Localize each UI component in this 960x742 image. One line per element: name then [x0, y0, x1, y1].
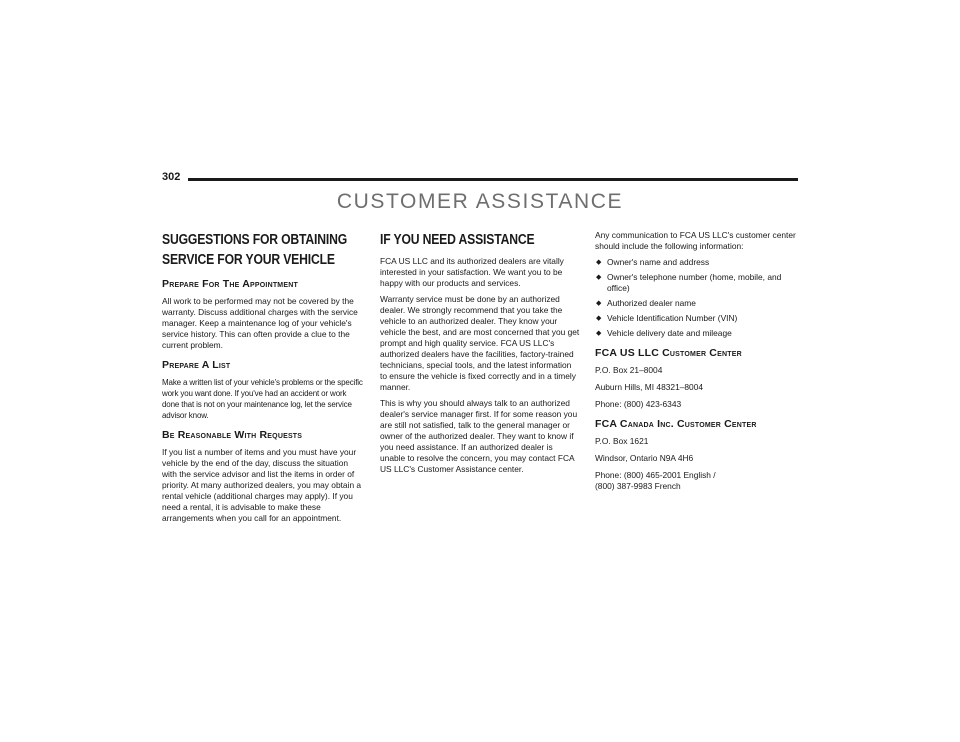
us-center-line: Auburn Hills, MI 48321–8004 [595, 382, 704, 392]
bullet-diamond-icon: ◆ [596, 259, 602, 266]
bullet-diamond-icon: ◆ [596, 315, 602, 322]
column-1 [162, 230, 364, 529]
paragraph-requests: If you list a number of items and you must have your vehicle by the end of the day, discuss the situation with the service advisor and list the items in order of priority. At many authorized dealers, you may obtain a rental vehicle (additional charges may apply). If you need a rental, it is advisable to make these arrangements when you call for an appointment. [162, 447, 362, 523]
paragraph-list: Make a written list of your vehicle's problems or the specific work you want done. If you've had an accident or work done that is not on your maintenance log, let the service advisor know. [162, 378, 363, 420]
list-item: ◆ Owner's name and address [596, 257, 710, 267]
canada-phone-french: (800) 387-9983 French [595, 481, 681, 491]
bullet-diamond-icon: ◆ [596, 330, 602, 337]
paragraph-assistance-1: FCA US LLC and its authorized dealers are vitally interested in your satisfaction. We want you to be happy with our products and services. [380, 256, 564, 288]
canada-phone-english: Phone: (800) 465-2001 English / [595, 470, 716, 480]
page-number: 302 [162, 171, 181, 183]
paragraph-communication-intro: Any communication to FCA US LLC's customer center should include the following information: [595, 230, 796, 251]
paragraph-assistance-3: This is why you should always talk to an authorized dealer's service manager first. If for some reason you are still not satisfied, talk to the general manager or owner of the authorized dealer. They want to know if you need assistance. If an authorized dealer is unable to resolve the concern, you may contact FCA US LLC's Customer Assistance center. [380, 398, 578, 474]
list-item: ◆ Owner's telephone number (home, mobile, and office) [596, 272, 782, 293]
section-heading-service: SUGGESTIONS FOR OBTAINING SERVICE FOR YOUR VEHICLE [162, 232, 348, 268]
chapter-title: CUSTOMER ASSISTANCE [336, 190, 624, 213]
info-bullet-list [595, 257, 802, 339]
us-center-line: P.O. Box 21–8004 [595, 365, 663, 375]
subheading-us-center: FCA US LLC Customer Center [595, 347, 742, 359]
us-center-phone: Phone: (800) 423-6343 [595, 399, 682, 409]
list-item: ◆ Vehicle delivery date and mileage [596, 328, 732, 338]
column-3 [595, 230, 802, 498]
subheading-list: Prepare A List [162, 359, 231, 371]
section-heading-assistance: IF YOU NEED ASSISTANCE [380, 232, 535, 248]
subheading-requests: Be Reasonable With Requests [162, 429, 303, 441]
canada-center-line: P.O. Box 1621 [595, 436, 649, 446]
subheading-canada-center: FCA Canada Inc. Customer Center [595, 418, 757, 430]
column-2 [380, 230, 580, 480]
paragraph-appointment: All work to be performed may not be covered by the warranty. Discuss additional charges with the service manager. Keep a maintenance log of your vehicle's service history. This can often provide a clue to the current problem. [162, 296, 358, 350]
subheading-appointment: Prepare For The Appointment [162, 278, 298, 290]
header-rule [188, 178, 798, 181]
canada-center-phone [595, 470, 802, 492]
bullet-diamond-icon: ◆ [596, 300, 602, 307]
page-header [162, 170, 798, 188]
list-item: ◆ Vehicle Identification Number (VIN) [596, 313, 738, 323]
canada-center-line: Windsor, Ontario N9A 4H6 [595, 453, 694, 463]
list-item: ◆ Authorized dealer name [596, 298, 696, 308]
paragraph-assistance-2: Warranty service must be done by an authorized dealer. We strongly recommend that you take the vehicle to an authorized dealer. They know your vehicle the best, and are most concerned that you get prompt and high quality service. FCA US LLC's authorized dealers have the facilities, factory-trained technicians, special tools, and the latest information to ensure the vehicle is fixed correctly and in a timely manner. [380, 294, 580, 392]
bullet-diamond-icon: ◆ [596, 274, 602, 281]
